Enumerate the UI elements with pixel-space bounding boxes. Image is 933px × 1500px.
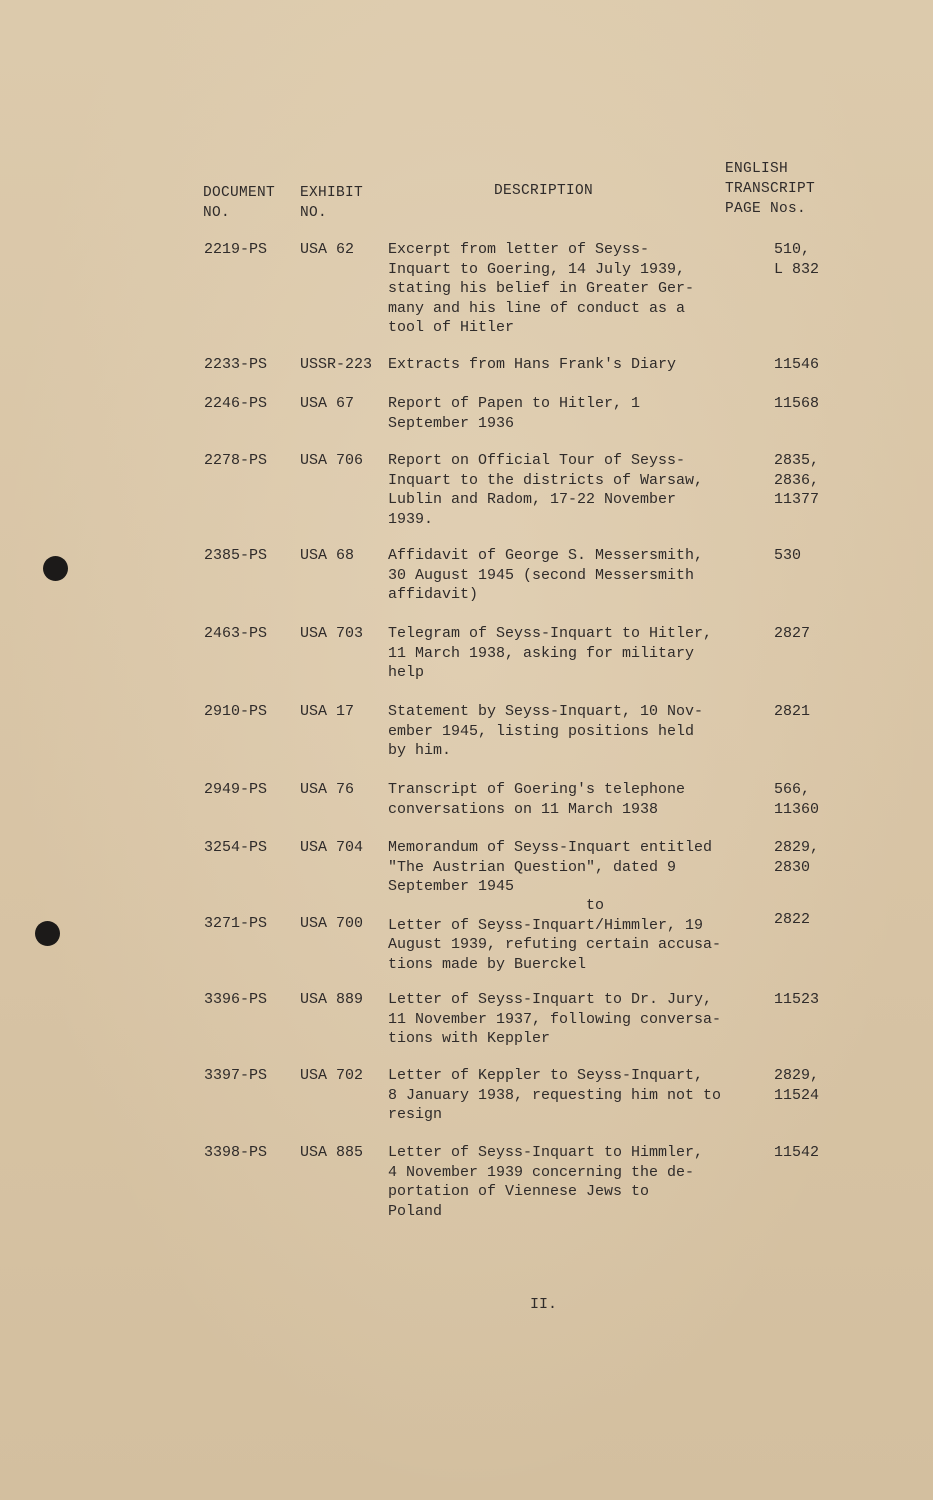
exhibit-number: USA 702 xyxy=(300,1067,364,1084)
exhibit-number: USA 68 xyxy=(300,547,355,564)
description: Statement by Seyss-Inquart, 10 Nov- ember 1945, listing positions held by him. xyxy=(388,703,704,759)
document-number: 2219-PS xyxy=(204,241,268,258)
header-document-no: DOCUMENT NO. xyxy=(203,185,276,221)
transcript-pages: 11568 xyxy=(774,395,820,412)
document-number: 3254-PS xyxy=(204,839,268,856)
document-number: 2233-PS xyxy=(204,356,268,373)
transcript-pages: 2821 xyxy=(774,703,811,720)
exhibit-number: USSR-223 xyxy=(300,356,373,373)
document-number: 3397-PS xyxy=(204,1067,268,1084)
document-number: 2278-PS xyxy=(204,452,268,469)
exhibit-number: USA 704 xyxy=(300,839,364,856)
transcript-pages: 530 xyxy=(774,547,802,564)
transcript-pages: 2829, 11524 xyxy=(774,1067,820,1104)
exhibit-number: USA 67 xyxy=(300,395,355,412)
document-number: 3398-PS xyxy=(204,1144,268,1161)
exhibit-number: USA 706 xyxy=(300,452,364,469)
header-description: DESCRIPTION xyxy=(494,183,594,199)
description: Affidavit of George S. Messersmith, 30 August 1945 (second Messersmith affidavit) xyxy=(388,547,704,603)
transcript-pages: 2822 xyxy=(774,911,811,928)
description: to Letter of Seyss-Inquart/Himmler, 19 August 1939, refuting certain accusa- tions made by Buerckel xyxy=(388,897,722,973)
document-number: 2385-PS xyxy=(204,547,268,564)
document-number: 3271-PS xyxy=(204,915,268,932)
transcript-pages: 11523 xyxy=(774,991,820,1008)
transcript-pages: 11542 xyxy=(774,1144,820,1161)
page-number: II. xyxy=(530,1296,558,1313)
header-transcript-page: ENGLISH TRANSCRIPT PAGE Nos. xyxy=(725,161,816,217)
description: Excerpt from letter of Seyss- Inquart to Goering, 14 July 1939, stating his belief in Greater Ger- many and his line of conduct as a tool of Hitler xyxy=(388,241,695,336)
document-number: 3396-PS xyxy=(204,991,268,1008)
transcript-pages: 2835, 2836, 11377 xyxy=(774,452,820,508)
description: Extracts from Hans Frank's Diary xyxy=(388,356,677,373)
punch-hole xyxy=(35,921,60,946)
header-exhibit-no: EXHIBIT NO. xyxy=(300,185,364,221)
transcript-pages: 2829, 2830 xyxy=(774,839,820,876)
description: Memorandum of Seyss-Inquart entitled "The Austrian Question", dated 9 September 1945 xyxy=(388,839,713,895)
punch-hole xyxy=(43,556,68,581)
exhibit-number: USA 700 xyxy=(300,915,364,932)
document-number: 2246-PS xyxy=(204,395,268,412)
description: Transcript of Goering's telephone conversations on 11 March 1938 xyxy=(388,781,686,818)
document-number: 2949-PS xyxy=(204,781,268,798)
exhibit-number: USA 703 xyxy=(300,625,364,642)
document-number: 2910-PS xyxy=(204,703,268,720)
transcript-pages: 2827 xyxy=(774,625,811,642)
exhibit-number: USA 62 xyxy=(300,241,355,258)
description: Report on Official Tour of Seyss- Inquart to the districts of Warsaw, Lublin and Radom, 17-22 November 1939. xyxy=(388,452,704,528)
description: Letter of Keppler to Seyss-Inquart, 8 January 1938, requesting him not to resign xyxy=(388,1067,722,1123)
exhibit-number: USA 885 xyxy=(300,1144,364,1161)
description: Letter of Seyss-Inquart to Himmler, 4 November 1939 concerning the de- portation of Viennese Jews to Poland xyxy=(388,1144,704,1220)
transcript-pages: 510, L 832 xyxy=(774,241,820,278)
exhibit-number: USA 889 xyxy=(300,991,364,1008)
description: Telegram of Seyss-Inquart to Hitler, 11 March 1938, asking for military help xyxy=(388,625,713,681)
description: Letter of Seyss-Inquart to Dr. Jury, 11 November 1937, following conversa- tions with Keppler xyxy=(388,991,722,1047)
transcript-pages: 566, 11360 xyxy=(774,781,820,818)
exhibit-number: USA 17 xyxy=(300,703,355,720)
description: Report of Papen to Hitler, 1 September 1936 xyxy=(388,395,641,432)
exhibit-number: USA 76 xyxy=(300,781,355,798)
transcript-pages: 11546 xyxy=(774,356,820,373)
document-number: 2463-PS xyxy=(204,625,268,642)
